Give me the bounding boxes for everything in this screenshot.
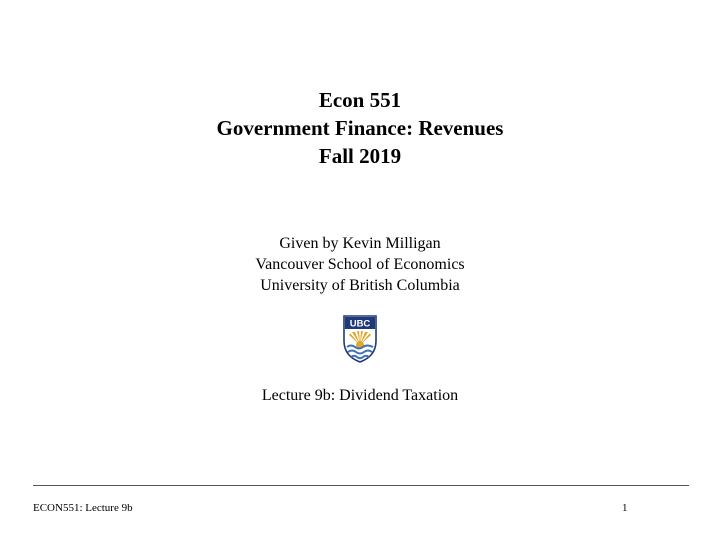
footer-divider [33, 485, 689, 486]
course-code: Econ 551 [318, 88, 402, 112]
lecture-title: Lecture 9b: Dividend Taxation [261, 387, 459, 404]
instructor-line: Given by Kevin Milligan [279, 235, 441, 252]
course-term: Fall 2019 [318, 144, 402, 168]
university-line: University of British Columbia [260, 277, 460, 294]
course-title: Government Finance: Revenues [216, 116, 504, 140]
ubc-crest-icon [342, 315, 378, 363]
crest-lettering: UBC [349, 318, 371, 330]
footer-course-label: ECON551: Lecture 9b [33, 502, 133, 514]
title-block [0, 86, 720, 170]
author-block [0, 233, 720, 296]
page-number: 1 [622, 502, 628, 514]
school-line: Vancouver School of Economics [255, 256, 465, 273]
